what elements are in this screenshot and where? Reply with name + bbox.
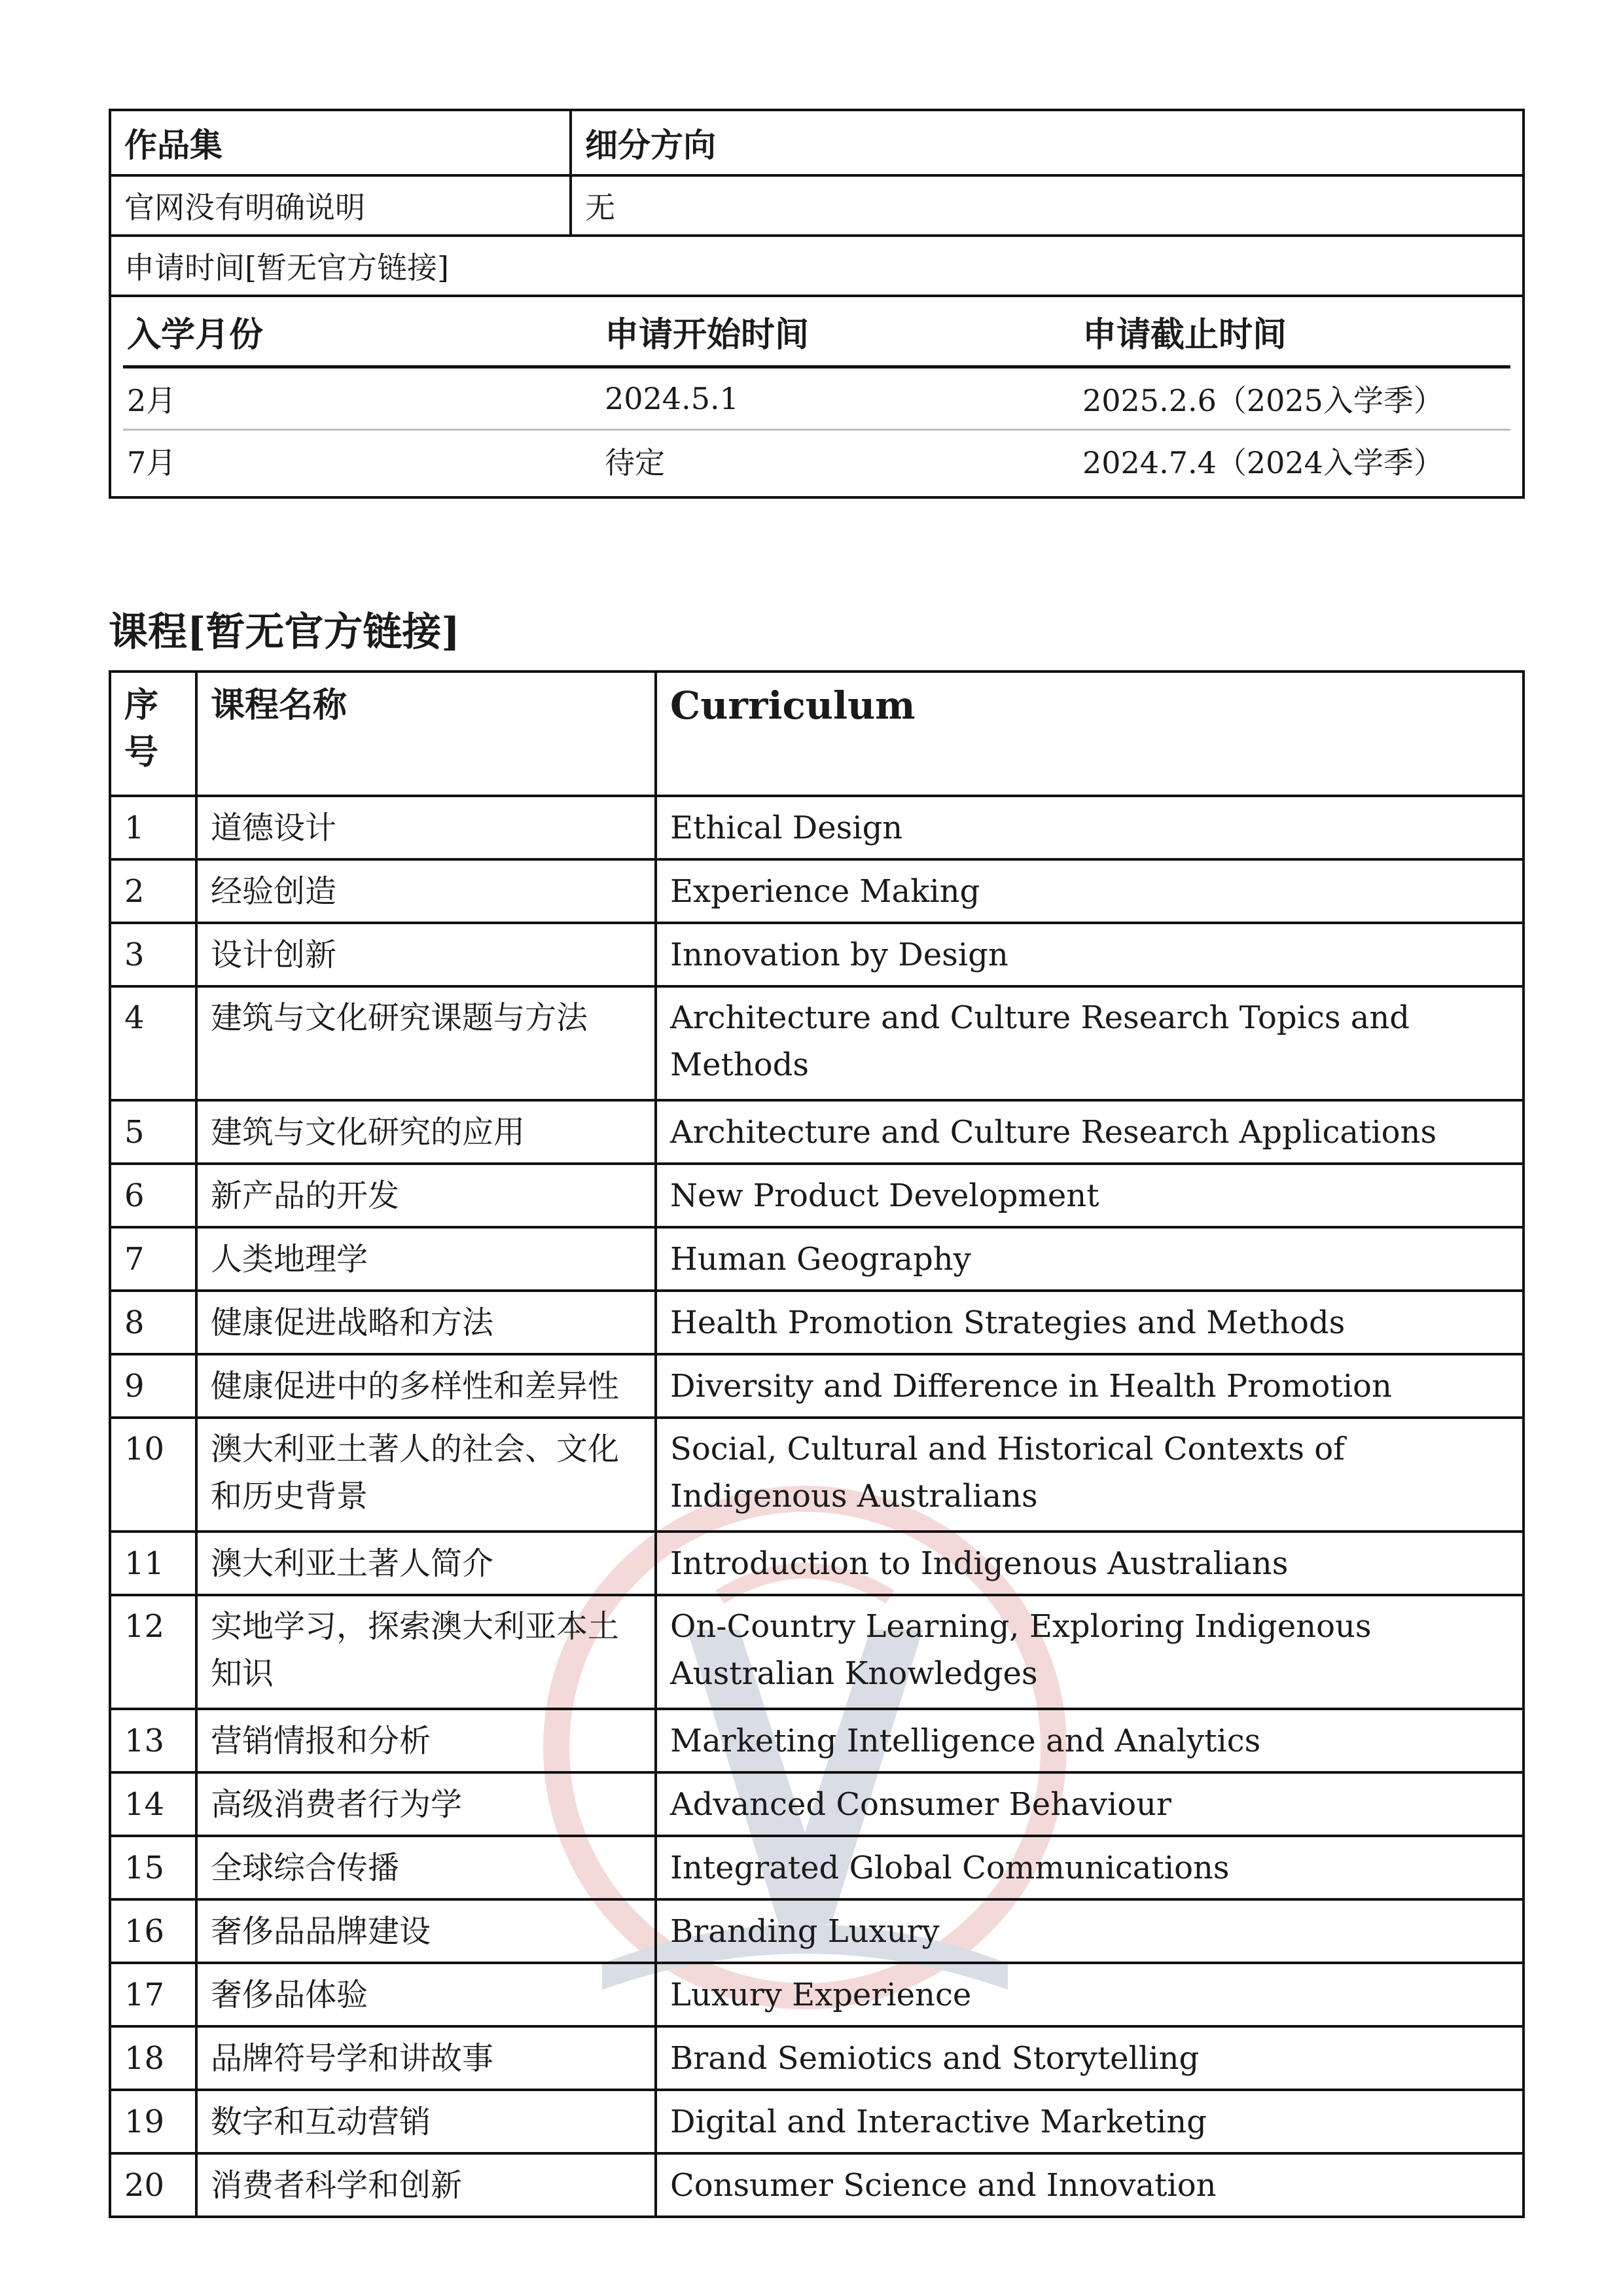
column-header-deadline: 申请截止时间	[1079, 297, 1510, 367]
section-title: 课程[暂无官方链接]	[109, 609, 460, 655]
table-row	[110, 1532, 1524, 1595]
course-name-en: Integrated Global Communications	[656, 1836, 1524, 1899]
course-name-en: On-Country Learning, Exploring Indigenous Australian Knowledges	[656, 1595, 1524, 1709]
course-name-cn: 健康促进战略和方法	[196, 1291, 656, 1354]
course-number: 6	[110, 1164, 196, 1227]
course-name-en: Architecture and Culture Research Applications	[656, 1100, 1524, 1164]
course-name-en: Social, Cultural and Historical Contexts of Indigenous Australians	[656, 1418, 1524, 1532]
course-name-en: New Product Development	[656, 1164, 1524, 1227]
course-name-en: Luxury Experience	[656, 1963, 1524, 2026]
course-name-en: Digital and Interactive Marketing	[656, 2090, 1524, 2153]
table-row	[110, 859, 1524, 923]
course-name-en: Introduction to Indigenous Australians	[656, 1532, 1524, 1595]
course-number: 19	[110, 2090, 196, 2153]
application-dates-table	[123, 297, 1510, 491]
course-name-cn: 奢侈品体验	[196, 1963, 656, 2026]
column-header-curriculum: Curriculum	[656, 672, 1524, 796]
course-name-en: Brand Semiotics and Storytelling	[656, 2026, 1524, 2090]
course-name-en: Experience Making	[656, 859, 1524, 923]
course-name-cn: 数字和互动营销	[196, 2090, 656, 2153]
application-info-table	[109, 109, 1525, 499]
course-name-cn: 奢侈品品牌建设	[196, 1899, 656, 1963]
course-number: 18	[110, 2026, 196, 2090]
application-time-label: 申请时间[暂无官方链接]	[110, 236, 1524, 296]
course-number: 12	[110, 1595, 196, 1709]
table-header-row	[123, 297, 1510, 367]
course-number: 17	[110, 1963, 196, 2026]
course-name-cn: 高级消费者行为学	[196, 1772, 656, 1836]
intake-month: 2月	[123, 367, 601, 430]
table-row	[110, 1772, 1524, 1836]
table-row	[110, 1100, 1524, 1164]
course-name-en: Branding Luxury	[656, 1899, 1524, 1963]
course-name-cn: 品牌符号学和讲故事	[196, 2026, 656, 2090]
course-number: 16	[110, 1899, 196, 1963]
table-row	[110, 296, 1524, 497]
course-number: 4	[110, 986, 196, 1100]
table-row	[110, 1418, 1524, 1532]
course-name-cn: 全球综合传播	[196, 1836, 656, 1899]
course-table	[109, 670, 1525, 2218]
course-number: 8	[110, 1291, 196, 1354]
table-row	[110, 2153, 1524, 2217]
course-number: 11	[110, 1532, 196, 1595]
course-name-cn: 设计创新	[196, 923, 656, 986]
start-date: 2024.5.1	[601, 367, 1079, 430]
course-name-cn: 澳大利亚土著人简介	[196, 1532, 656, 1595]
table-row	[110, 1595, 1524, 1709]
table-row	[110, 1164, 1524, 1227]
table-row	[110, 1836, 1524, 1899]
table-row	[110, 1227, 1524, 1291]
course-name-cn: 建筑与文化研究课题与方法	[196, 986, 656, 1100]
column-header-start: 申请开始时间	[601, 297, 1079, 367]
course-number: 15	[110, 1836, 196, 1899]
direction-value: 无	[571, 175, 1524, 236]
table-row	[110, 1899, 1524, 1963]
course-name-en: Ethical Design	[656, 796, 1524, 859]
course-number: 2	[110, 859, 196, 923]
course-name-cn: 建筑与文化研究的应用	[196, 1100, 656, 1164]
course-name-cn: 道德设计	[196, 796, 656, 859]
deadline-date: 2025.2.6（2025入学季）	[1079, 367, 1510, 430]
course-name-cn: 实地学习，探索澳大利亚本土知识	[196, 1595, 656, 1709]
table-row	[110, 236, 1524, 296]
course-name-en: Consumer Science and Innovation	[656, 2153, 1524, 2217]
course-number: 3	[110, 923, 196, 986]
column-header-index: 序号	[110, 672, 196, 796]
application-dates-cell	[110, 296, 1524, 497]
table-row	[110, 2090, 1524, 2153]
table-header-row	[110, 672, 1524, 796]
course-name-cn: 澳大利亚土著人的社会、文化和历史背景	[196, 1418, 656, 1532]
course-name-en: Innovation by Design	[656, 923, 1524, 986]
table-row	[123, 367, 1510, 430]
course-name-en: Health Promotion Strategies and Methods	[656, 1291, 1524, 1354]
table-row	[110, 1291, 1524, 1354]
course-name-cn: 人类地理学	[196, 1227, 656, 1291]
course-number: 13	[110, 1709, 196, 1772]
course-name-cn: 消费者科学和创新	[196, 2153, 656, 2217]
portfolio-header: 作品集	[110, 110, 571, 175]
course-name-cn: 经验创造	[196, 859, 656, 923]
table-row	[110, 1963, 1524, 2026]
course-number: 7	[110, 1227, 196, 1291]
course-number: 20	[110, 2153, 196, 2217]
start-date: 待定	[605, 445, 665, 480]
course-number: 9	[110, 1354, 196, 1418]
course-name-cn: 新产品的开发	[196, 1164, 656, 1227]
table-row	[110, 110, 1524, 175]
column-header-name: 课程名称	[196, 672, 656, 796]
course-name-cn: 健康促进中的多样性和差异性	[196, 1354, 656, 1418]
table-row	[110, 175, 1524, 236]
course-number: 14	[110, 1772, 196, 1836]
course-name-cn: 营销情报和分析	[196, 1709, 656, 1772]
table-row	[110, 796, 1524, 859]
table-row	[110, 923, 1524, 986]
direction-header: 细分方向	[571, 110, 1524, 175]
course-number: 5	[110, 1100, 196, 1164]
course-name-en: Diversity and Difference in Health Promotion	[656, 1354, 1524, 1418]
table-row	[110, 1354, 1524, 1418]
table-row	[110, 986, 1524, 1100]
table-row	[110, 1709, 1524, 1772]
course-name-en: Human Geography	[656, 1227, 1524, 1291]
course-name-en: Marketing Intelligence and Analytics	[656, 1709, 1524, 1772]
table-row	[123, 430, 1510, 492]
portfolio-value: 官网没有明确说明	[110, 175, 571, 236]
course-number: 10	[110, 1418, 196, 1532]
course-name-en: Advanced Consumer Behaviour	[656, 1772, 1524, 1836]
intake-month: 7月	[127, 445, 177, 480]
course-number: 1	[110, 796, 196, 859]
column-header-month: 入学月份	[123, 297, 601, 367]
course-name-en: Architecture and Culture Research Topics and Methods	[656, 986, 1524, 1100]
table-row	[110, 2026, 1524, 2090]
deadline-date: 2024.7.4（2024入学季）	[1082, 445, 1444, 480]
